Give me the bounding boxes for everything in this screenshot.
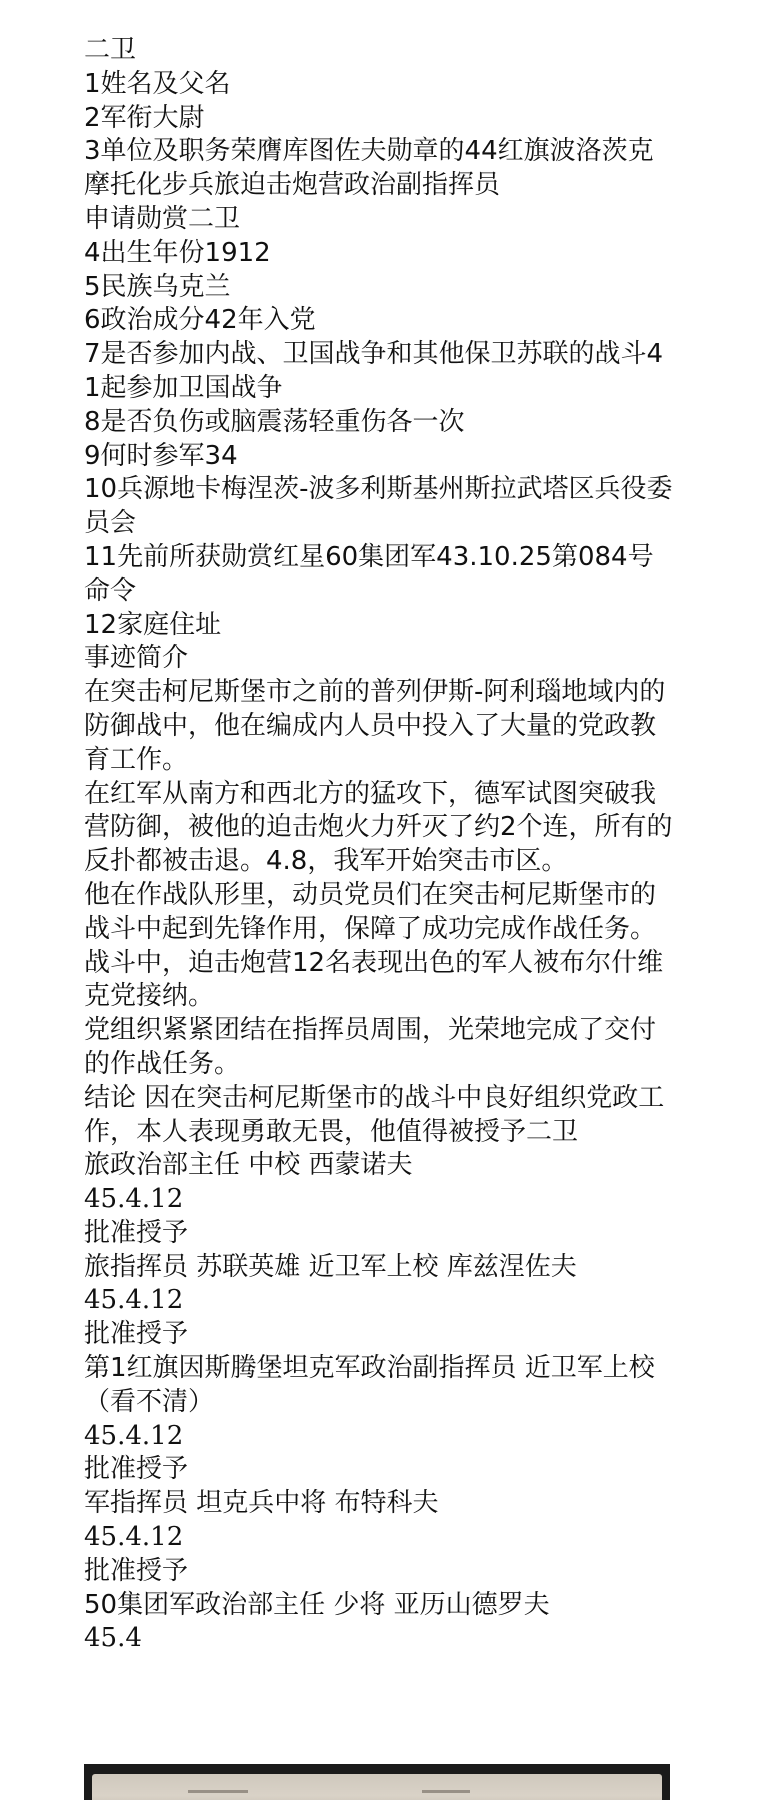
text-line: 申请勋赏二卫 [84, 203, 241, 234]
ink-mark [422, 1790, 470, 1793]
signature-line: 旅指挥员 苏联英雄 近卫军上校 库兹涅佐夫 [84, 1251, 577, 1282]
paragraph: 党组织紧紧团结在指挥员周围，光荣地完成了交付的作战任务。 [84, 1015, 657, 1079]
date-line: 45.4 [84, 1623, 142, 1654]
text-line: 8是否负伤或脑震荡轻重伤各一次 [84, 406, 465, 437]
text-line: 11先前所获勋赏红星60集团军43.10.25第084号命令 [84, 541, 654, 606]
signature-line: 第1红旗因斯腾堡坦克军政治副指挥员 近卫军上校（看不清） [84, 1353, 655, 1417]
date-line: 45.4.12 [84, 1285, 184, 1316]
document-text [84, 34, 676, 1656]
text-line: 10兵源地卡梅涅茨-波多利斯基州斯拉武塔区兵役委员会 [84, 474, 673, 539]
approval-line: 批准授予 [84, 1319, 189, 1350]
approval-line: 批准授予 [84, 1555, 189, 1586]
ink-mark [188, 1790, 248, 1793]
scanned-paper [92, 1774, 662, 1800]
text-line: 1姓名及父名 [84, 68, 231, 99]
text-line: 7是否参加内战、卫国战争和其他保卫苏联的战斗41起参加卫国战争 [84, 339, 664, 403]
signature-line: 旅政治部主任 中校 西蒙诺夫 [84, 1150, 413, 1181]
date-line: 45.4.12 [84, 1420, 184, 1451]
paragraph: 在红军从南方和西北方的猛攻下，德军试图突破我营防御，被他的迫击炮火力歼灭了约2个连，所有的反扑都被击退。4.8，我军开始突击市区。 [84, 778, 673, 877]
scanned-document-image [84, 1764, 670, 1800]
paragraph: 战斗中，迫击炮营12名表现出色的军人被布尔什维克党接纳。 [84, 947, 664, 1012]
paragraph: 他在作战队形里，动员党员们在突击柯尼斯堡市的战斗中起到先锋作用，保障了成功完成作战任务。 [84, 879, 657, 944]
section-heading: 事迹简介 [84, 643, 189, 674]
paragraph: 在突击柯尼斯堡市之前的普列伊斯-阿利瑙地域内的防御战中，他在编成内人员中投入了大量的党政教育工作。 [84, 677, 666, 775]
conclusion: 结论 因在突击柯尼斯堡市的战斗中良好组织党政工作，本人表现勇敢无畏，他值得被授予二卫 [84, 1082, 665, 1147]
signature-line: 50集团军政治部主任 少将 亚历山德罗夫 [84, 1589, 550, 1620]
date-line: 45.4.12 [84, 1184, 184, 1215]
approval-line: 批准授予 [84, 1217, 189, 1248]
text-line: 二卫 [84, 35, 137, 65]
text-line: 3单位及职务荣膺库图佐夫勋章的44红旗波洛茨克摩托化步兵旅迫击炮营政治副指挥员 [84, 136, 654, 201]
approval-line: 批准授予 [84, 1454, 189, 1485]
date-line: 45.4.12 [84, 1522, 184, 1553]
text-line: 12家庭住址 [84, 609, 222, 640]
text-line: 2军衔大尉 [84, 102, 205, 133]
text-line: 4出生年份1912 [84, 237, 271, 268]
text-line: 5民族乌克兰 [84, 271, 231, 302]
signature-line: 军指挥员 坦克兵中将 布特科夫 [84, 1488, 439, 1519]
text-line: 9何时参军34 [84, 440, 238, 471]
text-line: 6政治成分42年入党 [84, 305, 316, 336]
